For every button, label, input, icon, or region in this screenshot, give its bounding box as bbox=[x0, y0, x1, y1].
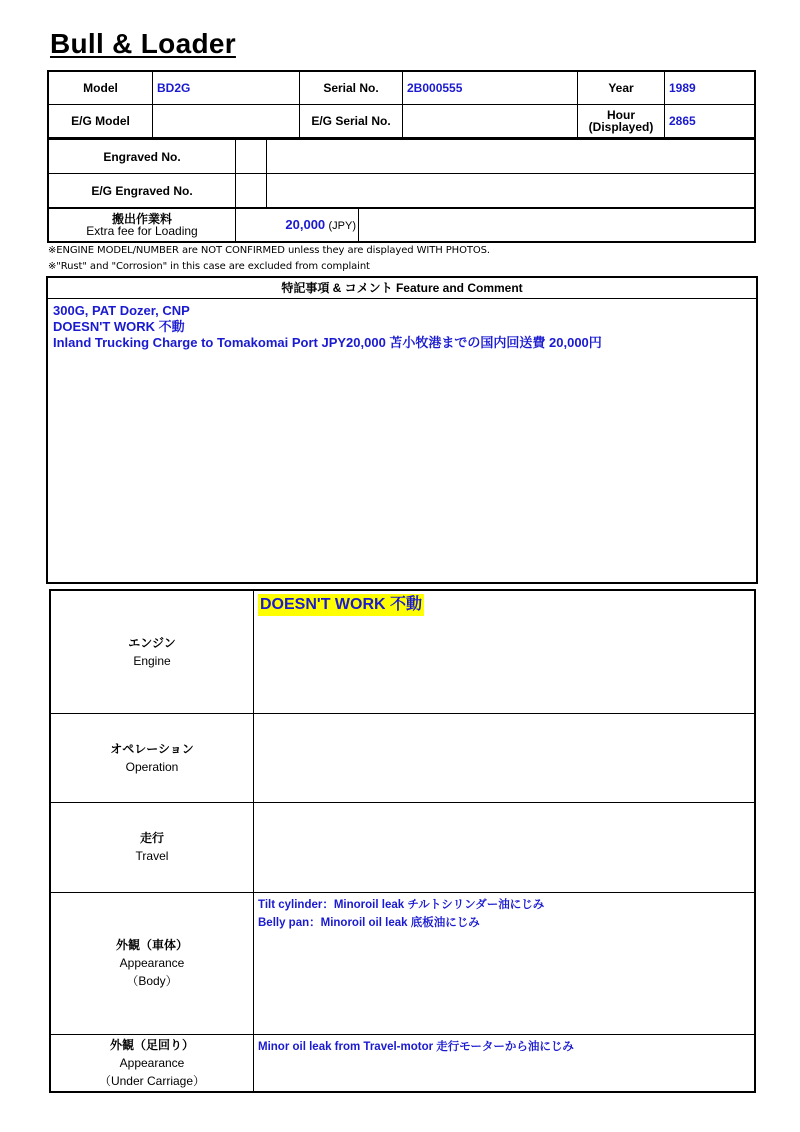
eg-engraved-value bbox=[267, 174, 756, 209]
inspection-row-body bbox=[50, 892, 755, 1034]
operation-label-en: Operation bbox=[125, 759, 179, 774]
eg-engraved-check-cell bbox=[236, 174, 267, 209]
note-rust: ※"Rust" and "Corrosion" in this case are excluded from complaint bbox=[48, 261, 370, 272]
model-label: Model bbox=[48, 71, 153, 105]
undercarriage-header bbox=[50, 1034, 254, 1092]
year-label: Year bbox=[578, 71, 665, 105]
fee-value-cell bbox=[236, 208, 359, 243]
body-comment-2: Belly pan：Minoroil oil leak 底板油にじみ bbox=[258, 916, 480, 929]
spec-table bbox=[47, 70, 756, 139]
feature-line: 300G, PAT Dozer, CNP bbox=[53, 303, 190, 318]
operation-label-jp: オペレーション bbox=[110, 741, 194, 756]
page-title: Bull & Loader bbox=[50, 28, 236, 59]
serial-value: 2B000555 bbox=[403, 71, 578, 105]
travel-comment-cell bbox=[254, 802, 756, 892]
spec-row-model bbox=[48, 71, 755, 105]
fee-table bbox=[47, 207, 756, 243]
travel-header bbox=[50, 802, 254, 892]
operation-header bbox=[50, 713, 254, 802]
engraved-table bbox=[47, 139, 756, 209]
hour-label-line2: (Displayed) bbox=[588, 120, 654, 134]
body-label-en1: Appearance bbox=[119, 956, 185, 970]
serial-label: Serial No. bbox=[300, 71, 403, 105]
engraved-value bbox=[267, 140, 756, 174]
undercarriage-label-jp: 外観（足回り） bbox=[109, 1037, 194, 1052]
engine-comment-cell bbox=[254, 590, 756, 713]
body-header bbox=[50, 892, 254, 1034]
body-label-en2: （Body） bbox=[126, 974, 178, 988]
fee-blank bbox=[359, 208, 756, 243]
engine-label-jp: エンジン bbox=[128, 635, 176, 650]
inspection-row-engine bbox=[50, 590, 755, 713]
undercarriage-label-en2: （Under Carriage） bbox=[98, 1073, 206, 1088]
fee-label-en: Extra fee for Loading bbox=[86, 223, 198, 238]
model-value: BD2G bbox=[153, 71, 300, 105]
inspection-row-travel bbox=[50, 802, 755, 892]
engraved-label: Engraved No. bbox=[48, 140, 236, 174]
engine-header bbox=[50, 590, 254, 713]
eg-engraved-label: E/G Engraved No. bbox=[48, 174, 236, 209]
feature-line: DOESN'T WORK 不動 bbox=[53, 319, 185, 334]
body-comment-1: Tilt cylinder：Minoroil leak チルトシリンダー油にじみ bbox=[258, 898, 545, 911]
body-label-jp: 外観（車体） bbox=[115, 938, 188, 952]
fee-label-jp: 搬出作業料 bbox=[111, 211, 172, 226]
undercarriage-label-en1: Appearance bbox=[119, 1055, 185, 1070]
body-comment-cell bbox=[254, 892, 756, 1034]
operation-comment-cell bbox=[254, 713, 756, 802]
engraved-row bbox=[48, 140, 755, 174]
inspection-table bbox=[49, 589, 756, 1093]
inspection-row-operation bbox=[50, 713, 755, 802]
eg-engraved-row bbox=[48, 174, 755, 209]
eg-serial-value bbox=[403, 105, 578, 139]
undercarriage-comment-cell bbox=[254, 1034, 756, 1092]
feature-body bbox=[48, 299, 756, 355]
travel-label-jp: 走行 bbox=[139, 831, 164, 845]
engine-label-en: Engine bbox=[133, 653, 171, 668]
fee-value: 20,000 bbox=[285, 217, 326, 232]
note-engine-model: ※ENGINE MODEL/NUMBER are NOT CONFIRMED unless they are displayed WITH PHOTOS. bbox=[48, 245, 490, 256]
engine-comment: DOESN'T WORK 不動 bbox=[258, 594, 424, 616]
engraved-check-cell bbox=[236, 140, 267, 174]
hour-value: 2865 bbox=[665, 105, 756, 139]
undercarriage-comment: Minor oil leak from Travel-motor 走行モーターから油にじみ bbox=[258, 1040, 574, 1053]
fee-label bbox=[48, 208, 236, 243]
fee-row bbox=[48, 208, 755, 243]
year-value: 1989 bbox=[665, 71, 756, 105]
eg-serial-label: E/G Serial No. bbox=[300, 105, 403, 139]
feature-line: Inland Trucking Charge to Tomakomai Port JPY20,000 苫小牧港までの国内回送費 20,000円 bbox=[53, 335, 602, 350]
eg-model-label: E/G Model bbox=[48, 105, 153, 139]
fee-unit: (JPY) bbox=[328, 220, 356, 232]
spec-row-eg bbox=[48, 105, 755, 139]
travel-label-en: Travel bbox=[135, 849, 169, 863]
hour-label bbox=[578, 105, 665, 139]
eg-model-value bbox=[153, 105, 300, 139]
inspection-row-undercarriage bbox=[50, 1034, 755, 1092]
feature-heading: 特記事項 & コメント Feature and Comment bbox=[48, 278, 756, 299]
hour-label-line1: Hour bbox=[607, 108, 635, 122]
feature-box bbox=[46, 276, 758, 584]
